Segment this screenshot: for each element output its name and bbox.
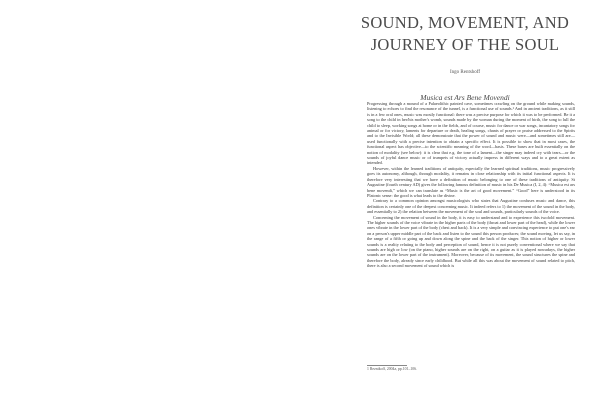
chapter-title-line-1: SOUND, MOVEMENT, AND (360, 13, 570, 32)
chapter-title-line-2: JOURNEY OF THE SOUL (370, 35, 560, 54)
paragraph: However, within the learned traditions of antiquity, especially the learned spiritual traditions, music progressively goes its autonomy, although, through modality, it remains in close relationship with its initial functional aspects. It is therefore very interesting that we have a definition of music belonging to one of these traditions of antiquity. St Augustine (fourth century AD) gives the following famous definition of music in his De Musica (I, 2, 4): “Musica est ars bene movendi,” which we can translate as “Music is the art of good movement.” “Good” here is understood in its Platonic sense: the good is what leads to the divine. (367, 165, 575, 198)
paragraph: Concerning the movement of sound in the body, it is easy to understand and to experience this twofold movement. The higher sounds of the voice vibrate in the higher parts of the body (throat and lower part of the head), while the lower ones vibrate in the lower part of the body (chest and back). It is a very simple and convincing experience to put one's ear on a person's upper middle part of the back and listen to the sound this person produces; the sound moving, let us say, in the range of a fifth or going up and down along the spine and the back of the singer. This notion of higher or lower sounds is a reality relating to the body and perception of sound, hence it is not purely conventional where we say that sounds are high or low (on the piano, higher sounds are on the right, on a guitar as it is played nowadays, the higher sounds are on the lower part of the instrument). Moreover, because of its movement, the sound structures the spine and therefore the body, already since early childhood. But while all this was about the movement of sound related to pitch, there is also a second movement of sound which is (367, 214, 575, 269)
chapter-title (340, 12, 590, 56)
section-heading: Musica est Ars Bene Movendi (420, 93, 510, 102)
paragraph: Contrary to a common opinion amongst musicologists who states that Augustine confuses music and dance, this definition is certainly one of the deepest concerning music. It indeed refers to 1) the movement of the sound in the body, and essentially to 2) the relation between the movement of the soul and sounds, particularly sounds of the voice. (367, 198, 575, 215)
footnote-divider (367, 365, 407, 366)
footnote: 1 Reznikoff, 2004a, pp.101–106. (367, 367, 418, 371)
body-text (367, 101, 575, 269)
author-name: Ingo Rentshoff (449, 70, 481, 75)
paragraph: Progressing through a mound of a Palaeolithic painted cave, sometimes crawling on the ground while making sounds, listening to echoes to find the resonance of the tunnel, is a functional use of sounds.¹ And in ancient traditions, as it still is in a few oral ones, music was mostly functional: there was a precise purpose for which it was to be performed. Be it a song to the child in her/his mother's womb, sounds made by the woman during the moment of birth, the song to lull the child to sleep, working songs at home or in the fields, and of course, music for dance or war songs, incantatory songs for animal or for victory, laments for departure or death, healing songs, chants of prayer or praise addressed to the Spirits and to the Invisible World; all these demonstrate that the power of sound and music were—and sometimes still are—used functionally with a precise intention to obtain a specific effect. It is possible to show that in most cases, the functional aspect has objective—to the scientific meaning of the word—basis. These bases are built essentially on the notion of modality (see below): it is clear that e.g. the tone of a lament—the singer may indeed cry with tears—or the sounds of joyful dance music or of trumpets of victory actually impress in different ways and to a great extent as intended. (367, 101, 575, 166)
